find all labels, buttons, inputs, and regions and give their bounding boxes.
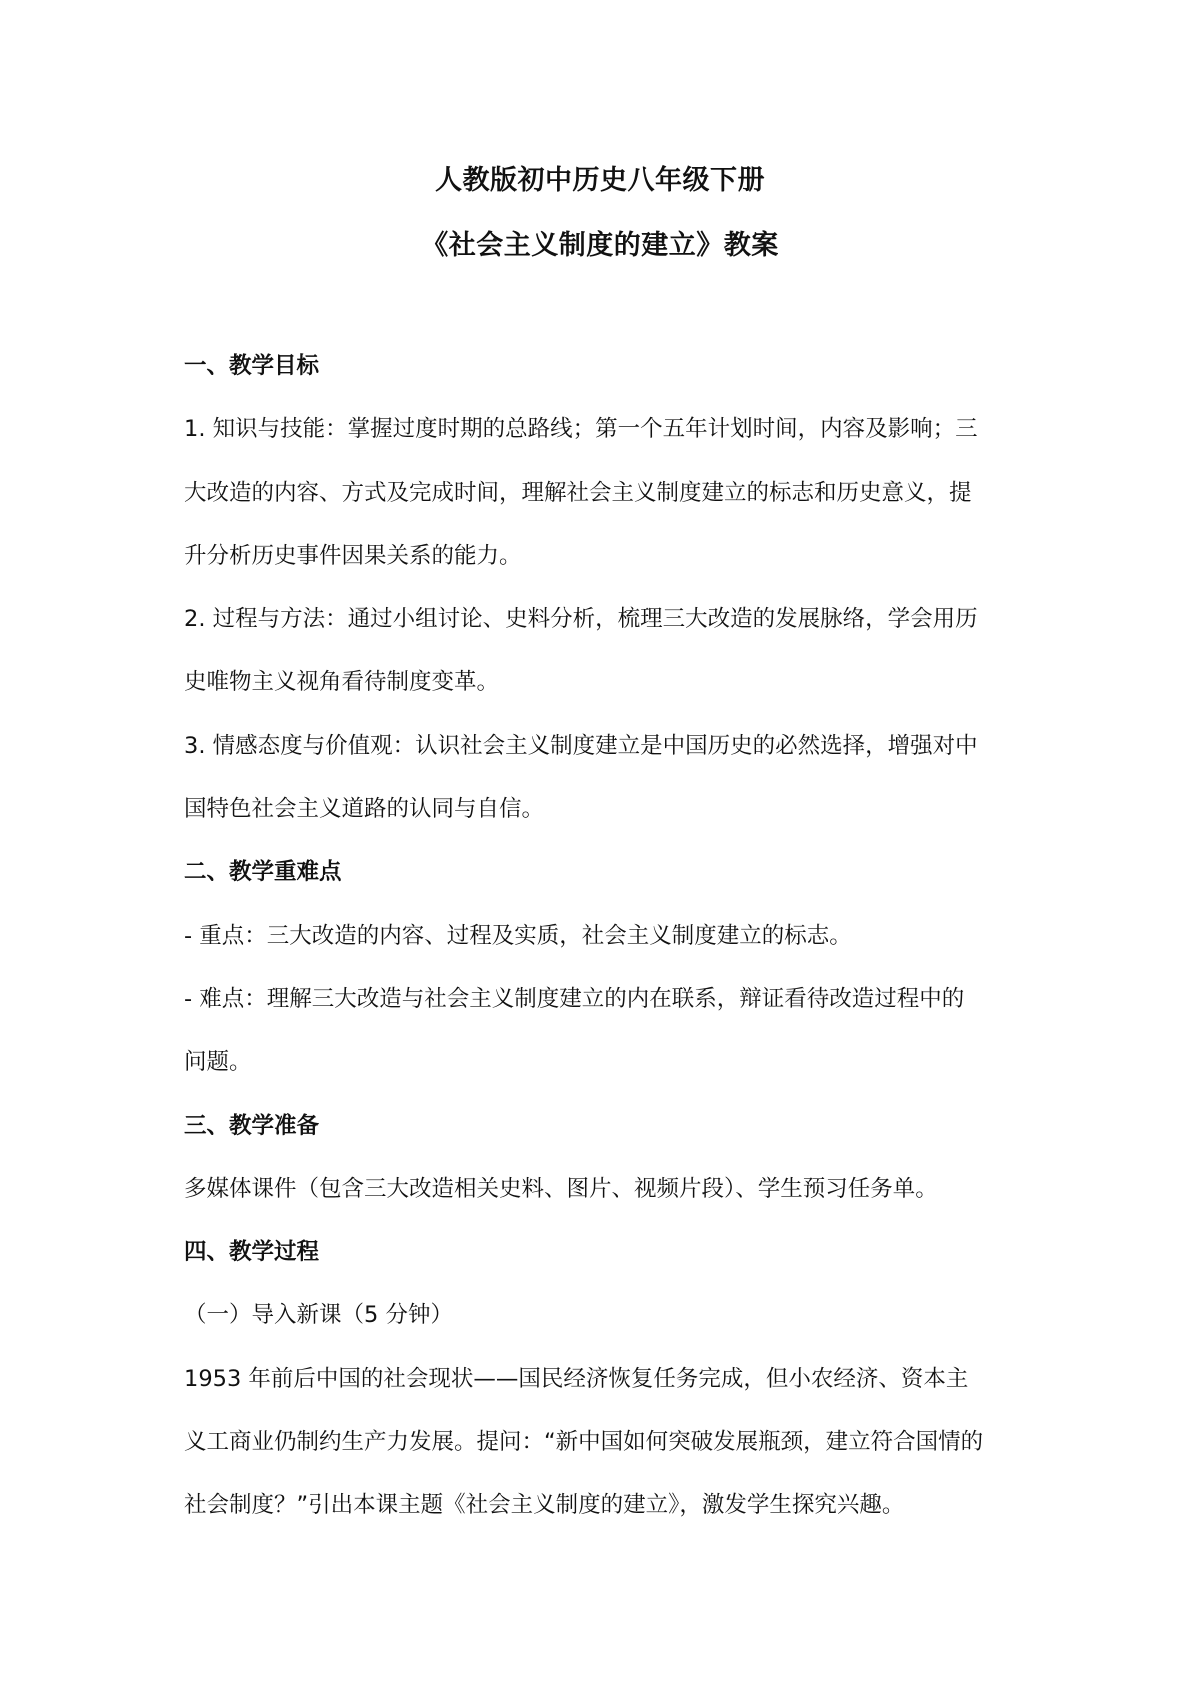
paragraph-line: 义工商业仍制约生产力发展。提问：“新中国如何突破发展瓶颈，建立符合国情的 [184,1429,984,1456]
paragraph-line: 国特色社会主义道路的认同与自信。 [184,796,545,823]
paragraph-line: 史唯物主义视角看待制度变革。 [184,669,500,696]
subsection-heading-intro: （一）导入新课（5 分钟） [184,1302,453,1329]
paragraph-line: 3. 情感态度与价值观：认识社会主义制度建立是中国历史的必然选择，增强对中 [184,732,978,759]
paragraph-line: 1953 年前后中国的社会现状——国民经济恢复任务完成，但小农经济、资本主 [184,1365,969,1392]
section-heading-process: 四、教学过程 [184,1239,320,1266]
paragraph-line: - 难点：理解三大改造与社会主义制度建立的内在联系，辩证看待改造过程中的 [184,985,965,1012]
paragraph-line: 升分析历史事件因果关系的能力。 [184,542,522,569]
section-heading-key-points: 二、教学重难点 [184,859,342,886]
paragraph-line: 2. 过程与方法：通过小组讨论、史料分析，梳理三大改造的发展脉络，学会用历 [184,606,978,633]
paragraph-line: 1. 知识与技能：掌握过度时期的总路线；第一个五年计划时间，内容及影响；三 [184,416,978,443]
paragraph-line: 多媒体课件（包含三大改造相关史料、图片、视频片段）、学生预习任务单。 [184,1175,938,1202]
paragraph-line: 社会制度？”引出本课主题《社会主义制度的建立》，激发学生探究兴趣。 [184,1492,905,1519]
document-title-line-1: 人教版初中历史八年级下册 [435,165,765,196]
paragraph-line: - 重点：三大改造的内容、过程及实质，社会主义制度建立的标志。 [184,922,852,949]
document-title-line-2: 《社会主义制度的建立》教案 [421,230,779,261]
document-body [184,348,1024,1551]
paragraph-line: 问题。 [184,1049,252,1076]
section-heading-preparation: 三、教学准备 [184,1112,320,1139]
paragraph-line: 大改造的内容、方式及完成时间，理解社会主义制度建立的标志和历史意义，提 [184,479,972,506]
section-heading-objectives: 一、教学目标 [184,353,320,379]
